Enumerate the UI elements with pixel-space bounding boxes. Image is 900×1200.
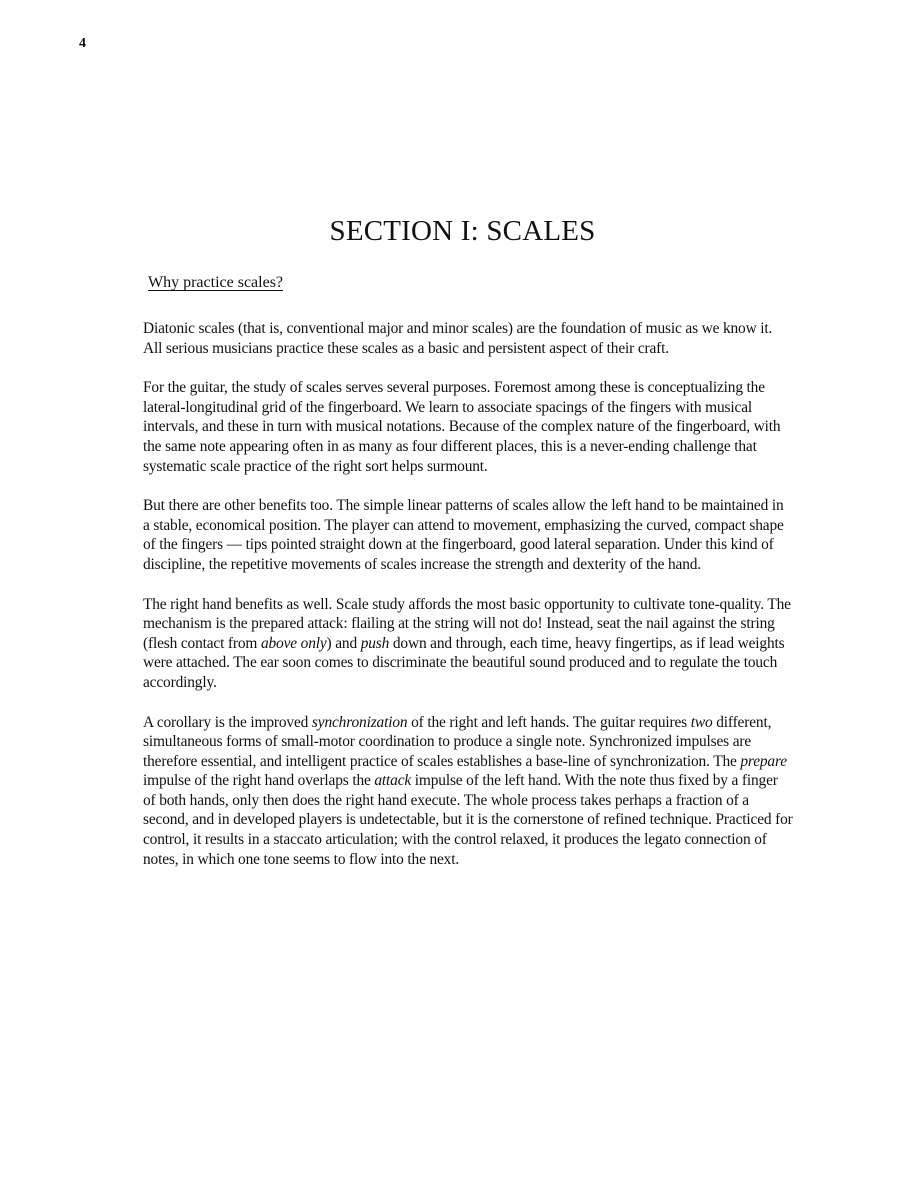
paragraph-5-text: of the right and left hands. The guitar requires (407, 713, 691, 731)
section-title: SECTION I: SCALES (329, 215, 596, 247)
paragraph-5 (143, 713, 793, 870)
paragraph-4 (143, 595, 793, 693)
paragraph-5-text: different, simultaneous forms of small-motor coordination to produce a single note. Synchronized impulses are therefore essential, and intelligent practice of scales establishes a base-line of synchronization. The (143, 713, 772, 770)
paragraph-5-text: impulse of the left hand. With the note thus fixed by a finger of both hands, only then does the right hand execute. The whole process takes perhaps a fraction of a second, and in developed players is undetectable, but it is the cornerstone of refined technique. Practiced for control, it results in a staccato articulation; with the control relaxed, it produces the legato connection of notes, in which one tone seems to flow into the next. (143, 772, 793, 868)
paragraph-3: But there are other benefits too. The simple linear patterns of scales allow the left hand to be maintained in a stable, economical position. The player can attend to movement, emphasizing the curved, compact shape of the fingers — tips pointed straight down at the fingerboard, good lateral separation. Under this kind of discipline, the repetitive movements of scales increase the strength and dexterity of the hand. (143, 497, 784, 573)
body-text (143, 319, 793, 889)
paragraph-4-text: ) and (326, 634, 361, 652)
paragraph-5-emphasis: attack (374, 772, 412, 790)
paragraph-5-emphasis: two (690, 713, 713, 731)
paragraph-4-text: down and through, each time, heavy fingertips, as if lead weights were attached. The ear soon comes to discriminate the beautiful sound produced and to regulate the touch accordingly. (143, 634, 785, 691)
page-number: 4 (79, 36, 86, 51)
paragraph-4-emphasis: push (360, 634, 390, 652)
paragraph-5-text: impulse of the right hand overlaps the (143, 772, 375, 790)
paragraph-2: For the guitar, the study of scales serves several purposes. Foremost among these is conceptualizing the lateral-longitudinal grid of the fingerboard. We learn to associate spacings of the fingers with musical intervals, and these in turn with musical notations. Because of the complex nature of the fingerboard, with the same note appearing often in as many as four different places, this is a never-ending challenge that systematic scale practice of the right sort helps surmount. (143, 379, 781, 475)
paragraph-1: Diatonic scales (that is, conventional major and minor scales) are the foundation of music as we know it. All serious musicians practice these scales as a basic and persistent aspect of their craft. (143, 320, 773, 357)
paragraph-4-text: The right hand benefits as well. Scale study affords the most basic opportunity to cultivate tone-quality. The mechanism is the prepared attack: flailing at the string will not do! Instead, seat the nail against the string (flesh contact from (143, 595, 791, 652)
paragraph-5-text: A corollary is the improved (143, 713, 312, 731)
paragraph-5-emphasis: prepare (740, 752, 787, 770)
subheading: Why practice scales? (148, 274, 284, 291)
paragraph-4-emphasis: above only (260, 634, 327, 652)
paragraph-5-emphasis: synchronization (311, 713, 408, 731)
